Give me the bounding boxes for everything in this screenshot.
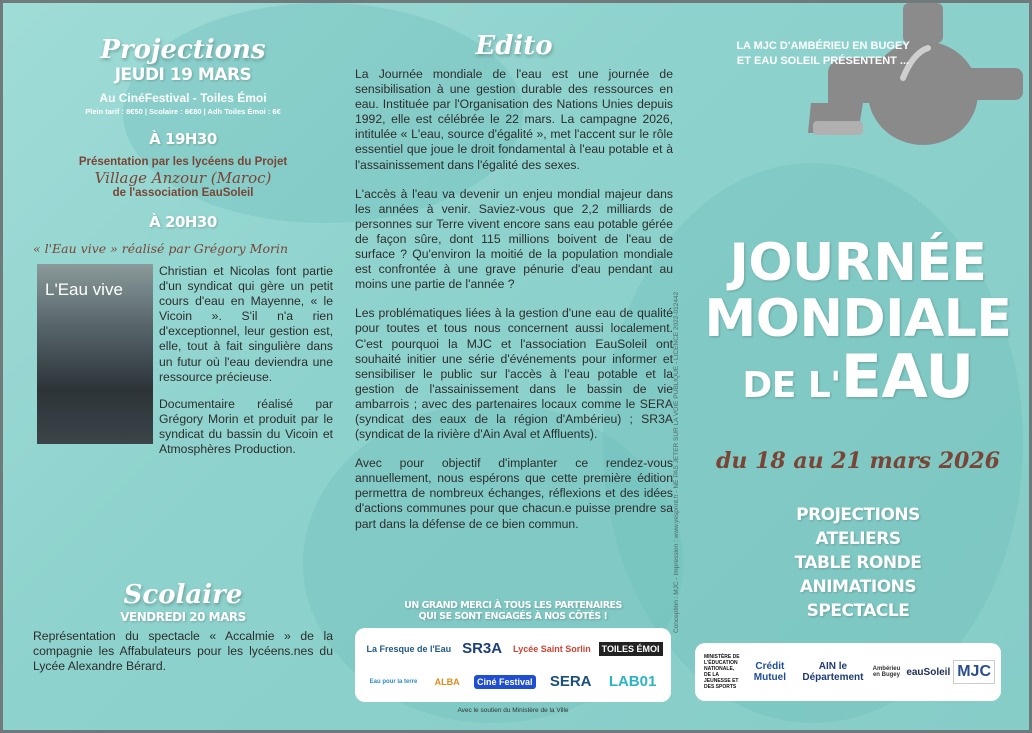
cover-title <box>693 235 1023 423</box>
partner-logos <box>355 628 671 702</box>
film-poster <box>37 264 153 444</box>
logo-mjc: MJC <box>953 660 995 684</box>
logo-amberieu: Ambérieu en Bugey <box>872 666 901 678</box>
credit-line: Conception : MJC - Impression : www.yesprint.fr - NE PAS JETER SUR LA VOIE PUBLIQUE - LICENCE 2022-012442 <box>673 291 680 633</box>
projections-panel <box>33 33 333 457</box>
thanks-line-2: QUI SE SONT ENGAGÉS À NOS CÔTÉS ! <box>418 611 608 622</box>
scolaire-date: VENDREDI 20 MARS <box>120 610 246 624</box>
activity-ateliers: ATELIERS <box>815 529 901 549</box>
venue: Au CinéFestival - Toiles Émoi <box>99 91 267 105</box>
logo-ministere: MINISTÈRE DE L'ÉDUCATION NATIONALE, DE LA JEUNESSE ET DES SPORTS <box>704 654 740 690</box>
logo-eau-pour-la-terre: Eau pour la terre <box>369 678 418 685</box>
prices: Plein tarif : 8€50 | Scolaire : 6€80 | Adh Toiles Émoi : 6€ <box>85 107 281 116</box>
activity-table-ronde: TABLE RONDE <box>794 553 922 573</box>
edito-p4: Avec pour objectif d'implanter ce rendez-vous annuellement, nous espérons que cette première édition permettra de nombreux échanges, réflexions et des idées d'actions communes pour que chacun.e puisse prendre sa part dans la défense de ce bien commun. <box>355 456 673 531</box>
edito-panel <box>355 33 673 532</box>
logo-sr3a: SR3A <box>462 640 503 657</box>
title-de-l: DE L' <box>742 365 841 406</box>
association-text: de l'association EauSoleil <box>112 187 254 199</box>
cover-panel <box>693 3 1023 730</box>
logo-toiles-emoi: TOILES ÉMOI <box>599 642 663 656</box>
scolaire-title: Scolaire <box>123 580 243 610</box>
edito-p3: Les problématiques liées à la gestion d'une eau de qualité pour toutes et tous nous concernent aussi localement. C'est pourquoi la MJC et l'association EauSoleil ont souhaité initier une série d'événements pour informer et sensibiliser le public sur l'accès à l'eau potable et la gestion de l'assainissement dans le bassin de vie ambarrois ; avec des partenaires locaux comme le SERA (syndicat des eaux de la région d'Ambérieu) ; SR3A (syndicat de la rivière d'Ain Aval et Affluents). <box>355 306 673 442</box>
logo-lab01: LAB01 <box>608 673 657 690</box>
logo-fresque-eau: La Fresque de l'Eau <box>366 643 452 654</box>
activity-animations: ANIMATIONS <box>799 577 917 597</box>
time-2030: À 20H30 <box>149 213 217 231</box>
projections-date: JEUDI 19 MARS <box>114 65 252 85</box>
scolaire-panel <box>33 580 333 674</box>
scolaire-text: Représentation du spectacle « Accalmie » de la compagnie les Affabulateurs pour les lycéens.nes du Lycée Alexandre Bérard. <box>33 629 333 674</box>
logo-sera: SERA <box>549 673 592 690</box>
title-journee: JOURNÉE <box>729 233 987 293</box>
projections-title: Projections <box>100 35 266 65</box>
time-1930: À 19H30 <box>149 130 217 148</box>
title-eau: EAU <box>840 342 974 412</box>
edito-p2: L'accès à l'eau va devenir un enjeu mondial majeur dans les années à venir. Saviez-vous que 2,2 milliards de personnes sur Terre vivent encore sans eau potable gérée de façon sûre, dont 115 millions boivent de l'eau de surface ? Qu'environ la moitié de la population mondiale est confrontée à une grave pénurie d'eau pendant au moins une partie de l'année ? <box>355 186 673 292</box>
film-title: « l'Eau vive » réalisé par Grégory Morin <box>33 241 289 256</box>
activities-list <box>693 503 1023 623</box>
thanks-line-1: UN GRAND MERCI À TOUS LES PARTENAIRES <box>404 600 622 611</box>
presenters-line-2: ET EAU SOLEIL PRÉSENTENT ... <box>736 55 910 67</box>
logo-alba: ALBA <box>434 676 460 687</box>
event-dates: du 18 au 21 mars 2026 <box>716 448 1000 474</box>
partners-section <box>355 600 671 622</box>
flyer-page <box>3 3 1029 730</box>
support-text: Avec le soutien du Ministère de la Ville <box>457 707 569 714</box>
logo-credit-mutuel: Crédit Mutuel <box>753 661 786 683</box>
logo-lycee-saint-sorlin: Lycée Saint Sorlin <box>513 643 591 654</box>
edito-title: Edito <box>475 31 553 61</box>
sponsor-logos <box>695 643 1001 701</box>
project-name: Village Anzour (Maroc) <box>94 169 272 187</box>
film-synopsis: Christian et Nicolas font partie d'un syndicat qui gère un petit cours d'eau en Mayenne, « le Vicoin ». S'il n'a rien d'exceptionnel, leur gestion est, elle, tout à fait singulière dans un futur où l'eau deviendra une ressource précieuse. <box>159 264 333 384</box>
logo-eausoleil: eauSoleil <box>906 666 951 678</box>
logo-cine-festival: Ciné Festival <box>474 675 536 689</box>
logo-ain: AIN le Département <box>802 661 864 683</box>
activity-spectacle: SPECTACLE <box>806 601 910 621</box>
activity-projections: PROJECTIONS <box>796 505 920 525</box>
presentation-text: Présentation par les lycéens du Projet <box>78 156 288 168</box>
title-mondiale: MONDIALE <box>704 289 1012 349</box>
poster-title: L'Eau vive <box>45 280 123 299</box>
edito-p1: La Journée mondiale de l'eau est une journée de sensibilisation à une gestion durable des ressources en eau. Instituée par l'Organisation des Nations Unies depuis 1992, elle est célébrée le 22 mars. La campagne 2026, intitulée « L'eau, source d'égalité », met l'accent sur le rôle essentiel que joue le droit fondamental à l'eau potable et à l'assainissement dans l'égalité des sexes. <box>355 67 673 172</box>
water-tap-icon <box>693 3 1023 153</box>
film-credits: Documentaire réalisé par Grégory Morin et produit par le syndicat du bassin du Vicoin et Atmosphères Production. <box>159 396 333 457</box>
presenters-line-1: LA MJC D'AMBÉRIEU EN BUGEY <box>736 40 910 52</box>
